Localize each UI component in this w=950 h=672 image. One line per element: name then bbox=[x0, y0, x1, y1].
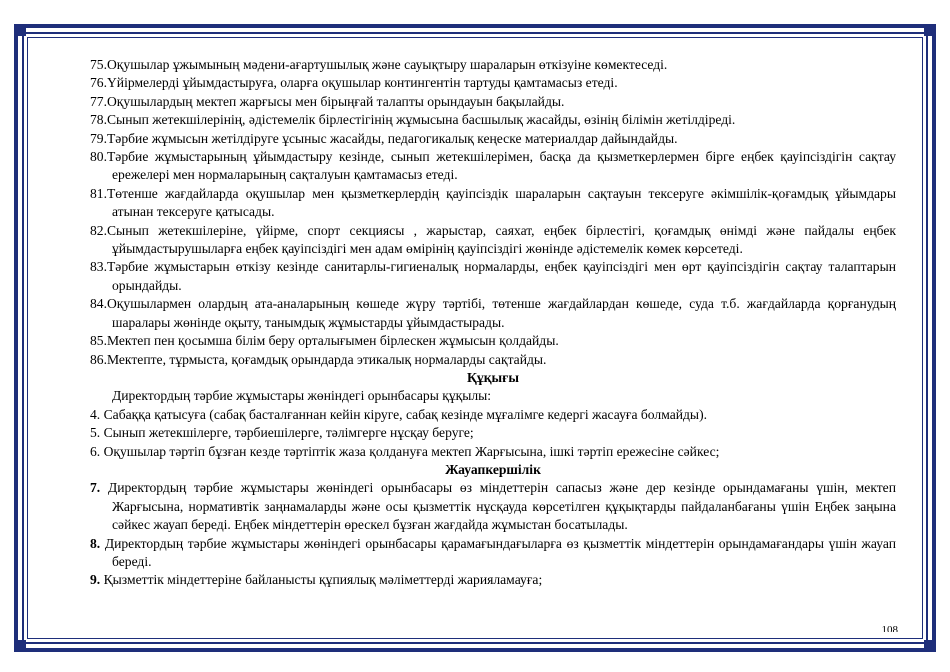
responsibility-item bbox=[90, 535, 896, 572]
document-body bbox=[90, 56, 896, 590]
list-item: 75.Оқушылар ұжымының мәдени-ағартушылық және сауықтыру шараларын өткізуіне көмектеседі. bbox=[90, 57, 668, 72]
item-text: Директордың тәрбие жұмыстары жөніндегі орынбасары қарамағындағыларға өз қызметтік міндеттерін орындамағандары үшін жауап береді. bbox=[104, 535, 896, 569]
rights-item: 5. Сынып жетекшілерге, тәрбиешілерге, тәлімгерге нұсқау беруге; bbox=[90, 425, 474, 441]
list-item: 85.Мектеп пен қосымша білім беру орталығымен бірлескен жұмысын қолдайды. bbox=[90, 333, 559, 349]
item-number: 8. bbox=[90, 535, 101, 551]
border-corner bbox=[14, 24, 26, 36]
item-text: Қызметтік міндеттеріне байланысты құпиялық мәліметтерді жарияламауға; bbox=[103, 572, 543, 588]
border-corner bbox=[14, 640, 26, 652]
list-item: 83.Тәрбие жұмыстарын өткізу кезінде санитарлы-гигиеналық нормаларды, еңбек қауіпсіздігі мен өрт қауіпсіздігін сақтау талаптарын орындайды. bbox=[90, 259, 896, 293]
list-item: 79.Тәрбие жұмысын жетілдіруге ұсыныс жасайды, педагогикалық кеңеске материалдар дайындайды. bbox=[90, 130, 678, 146]
rights-item: 6. Оқушылар тәртіп бұзған кезде тәртіптік жаза қолдануға мектеп Жарғысына, ішкі тәртіп ережесіне сәйкес; bbox=[90, 443, 720, 459]
list-item: 82.Сынып жетекшілеріне, үйірме, спорт секциясы , жарыстар, саяхат, еңбек бірлестігі, қоғамдық өнімді және пайдалы еңбек ұйымдастырушыларға еңбек қауіпсіздігі мен адам өмірінің қауіпсіздігі жөнінде әдістемелік көмек көрсетеді. bbox=[90, 222, 896, 257]
list-item: 81.Төтенше жағдайларда оқушылар мен қызметкерлердің қауіпсіздік шараларын сақтауын тексеруге әкімшілік-қоғамдық ұйымдары атынан тексеруге қатысады. bbox=[90, 185, 896, 220]
rights-item: 4. Сабаққа қатысуға (сабақ басталғаннан кейін кіруге, сабақ кезінде мұғалімге кедергі жасауға болмайды). bbox=[90, 406, 707, 422]
list-item: 86.Мектепте, тұрмыста, қоғамдық орындарда этикалық нормаларды сақтайды. bbox=[90, 351, 547, 367]
page-number: 108 bbox=[881, 624, 898, 632]
rights-intro: Директордың тәрбие жұмыстары жөніндегі орынбасары құқылы: bbox=[112, 388, 492, 404]
list-item: 78.Сынып жетекшілерінің, әдістемелік бірлестігінің жұмысына басшылық жасайды, өзінің білімін жетілдіреді. bbox=[90, 112, 736, 128]
responsibility-item bbox=[90, 571, 896, 589]
item-text: Директордың тәрбие жұмыстары жөніндегі орынбасары өз міндеттерін сапасыз және дер кезінде орындамағаны үшін, мектеп Жарғысына, нормативтік заңнамаларды және осы қызметтік нұсқауда көрсетілген құқықтарды пайдаланбағаны үшін Еңбек заңына сәйкес жауап береді. Еңбек міндеттерін өрескел бұзған жағдайда жұмыстан босатылады. bbox=[107, 480, 896, 533]
responsibility-item bbox=[90, 479, 896, 534]
list-item: 77.Оқушылардың мектеп жарғысы мен бірыңғай талапты орындауын бақылайды. bbox=[90, 93, 565, 109]
responsibility-heading: Жауапкершілік bbox=[445, 461, 541, 477]
duties-list bbox=[90, 56, 896, 369]
list-item: 80.Тәрбие жұмыстарының ұйымдастыру кезінде, сынып жетекшілерімен, басқа да қызметкерлермен бірге еңбек қауіпсіздігін сақтау ережелері мен нормаларының сақталуын қамтамасыз етеді. bbox=[90, 149, 896, 183]
border-corner bbox=[924, 24, 936, 36]
rights-heading: Құқығы bbox=[467, 369, 519, 385]
list-item: 76.Үйірмелерді ұйымдастыруға, оларға оқушылар контингентін тартуды қамтамасыз етеді. bbox=[90, 75, 618, 91]
item-number: 9. bbox=[90, 572, 101, 588]
item-number: 7. bbox=[90, 480, 101, 496]
border-corner bbox=[924, 640, 936, 652]
list-item: 84.Оқушылармен олардың ата-аналарының көшеде жүру тәртібі, төтенше жағдайлардан көшеде, суда т.б. жағдайларда қорғанудың шаралары жөнінде оқыту, танымдық жұмыстарды ұйымдастырады. bbox=[90, 296, 896, 330]
